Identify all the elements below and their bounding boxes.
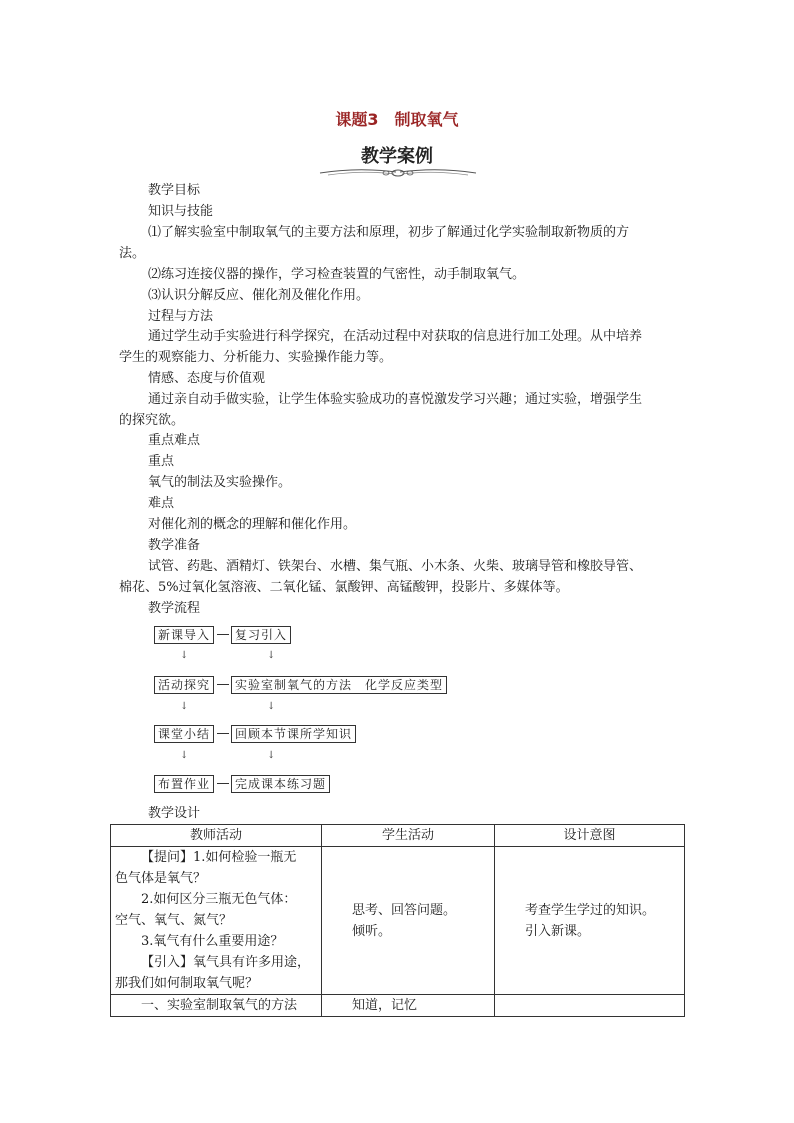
emotion-text: 通过亲自动手做实验，让学生体验实验成功的喜悦激发学习兴趣；通过实验，增强学生 [148,392,643,407]
heading-preparation: 教学准备 [148,538,201,553]
flow-arrow-down-icon: ↓ [180,750,189,761]
heading-key-points: 重点难点 [148,433,201,448]
flow-arrow-down-icon: ↓ [267,650,276,661]
process-text-cont: 学生的观察能力、分析能力、实验操作能力等。 [119,350,393,365]
cell-line: 思考、回答问题。 [352,902,457,918]
flow-arrow-down-icon: ↓ [180,650,189,661]
knowledge-item-3: ⑶认识分解反应、催化剂及催化作用。 [148,288,370,303]
cell-line: 3.氧气有什么重要用途？ [141,934,284,949]
ornament-divider [318,164,478,180]
cell-line: 空气、氧气、氮气？ [115,913,233,928]
heading-emotion: 情感、态度与价值观 [148,371,266,386]
column-header: 设计意图 [495,825,685,847]
cell-line: 色气体是氧气？ [115,871,207,886]
flow-connector [217,783,229,784]
flow-connector [217,634,229,635]
cell-line: 【引入】氧气具有许多用途， [141,955,311,970]
heading-design: 教学设计 [148,806,201,821]
flow-stage-box: 布置作业 [154,775,214,793]
knowledge-item-2: ⑵练习连接仪器的操作，学习检查装置的气密性，动手制取氧气。 [148,267,526,282]
column-header: 教师活动 [111,825,322,847]
subheading-key: 重点 [148,454,175,469]
student-activity-cell: 知道，记忆 [322,995,495,1017]
flow-arrow-down-icon: ↓ [267,701,276,712]
teacher-activity-cell [111,847,322,995]
knowledge-item-1-cont: 法。 [119,246,146,261]
design-table [110,824,685,1017]
page-subtitle: 教学案例 [361,146,433,167]
flow-detail-box: 实验室制氧气的方法 化学反应类型 [231,676,447,694]
cell-line: 【提问】1.如何检验一瓶无 [141,850,297,865]
student-activity-cell [322,847,495,995]
preparation-text-cont: 棉花、5%过氧化氢溶液、二氧化锰、氯酸钾、高锰酸钾，投影片、多媒体等。 [119,580,569,595]
flow-arrow-down-icon: ↓ [180,701,189,712]
emotion-text-cont: 的探究欲。 [119,413,185,428]
cell-line: 引入新课。 [525,923,591,939]
flow-stage-box: 课堂小结 [154,725,214,743]
flow-stage-box: 新课导入 [154,626,214,644]
flow-arrow-down-icon: ↓ [267,750,276,761]
flow-connector [217,733,229,734]
flow-detail-box: 复习引入 [231,626,291,644]
flow-detail-box: 回顾本节课所学知识 [231,725,356,743]
page-title: 课题3 制取氧气 [335,110,459,129]
cell-line: 考查学生学过的知识。 [525,902,656,918]
preparation-text: 试管、药匙、酒精灯、铁架台、水槽、集气瓶、小木条、火柴、玻璃导管和橡胶导管、 [148,559,643,574]
cell-line: 倾听。 [352,923,392,939]
heading-knowledge: 知识与技能 [148,204,214,219]
flow-detail-box: 完成课本练习题 [231,775,330,793]
heading-goals: 教学目标 [148,183,201,198]
heading-process: 过程与方法 [148,309,214,324]
key-content: 氧气的制法及实验操作。 [148,475,292,490]
knowledge-item-1: ⑴了解实验室中制取氧气的主要方法和原理，初步了解通过化学实验制取新物质的方 [148,225,630,240]
heading-flow: 教学流程 [148,601,201,616]
process-text: 通过学生动手实验进行科学探究，在活动过程中对获取的信息进行加工处理。从中培养 [148,329,643,344]
subheading-difficulty: 难点 [148,496,175,511]
design-intent-cell [495,847,685,995]
cell-line: 2.如何区分三瓶无色气体： [141,892,297,907]
cell-line: 那我们如何制取氧气呢？ [115,976,259,991]
flow-stage-box: 活动探究 [154,676,214,694]
teacher-activity-cell: 一、实验室制取氧气的方法 [111,995,322,1017]
difficulty-content: 对催化剂的概念的理解和催化作用。 [148,517,357,532]
design-intent-cell [495,995,685,1017]
table-row [111,995,685,1017]
table-header-row [111,825,685,847]
flow-connector [217,684,229,685]
table-row [111,847,685,995]
column-header: 学生活动 [322,825,495,847]
